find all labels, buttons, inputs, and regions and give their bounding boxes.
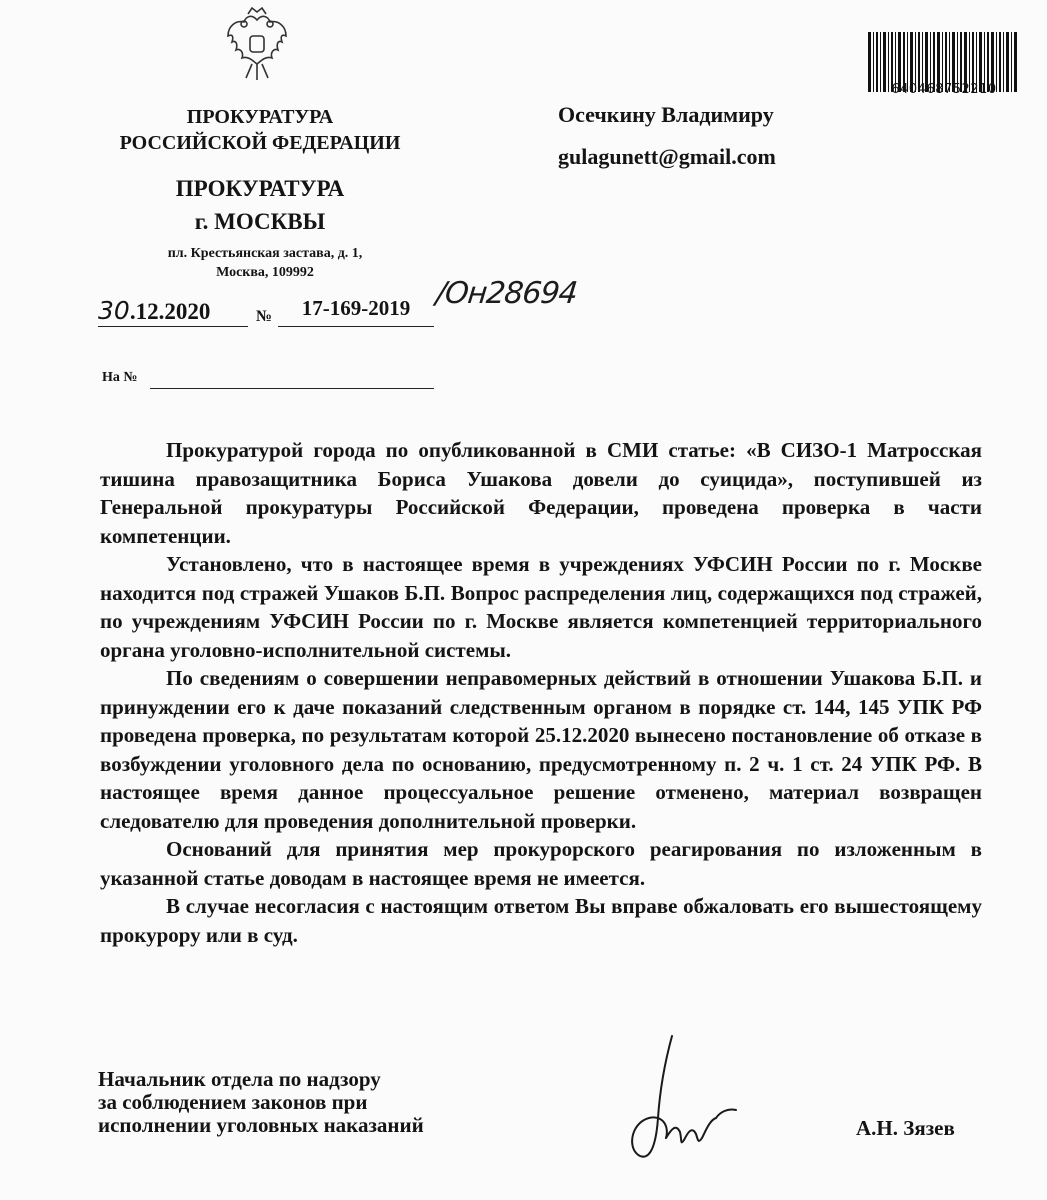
address-line-1: пл. Крестьянская застава, д. 1,: [167, 246, 363, 261]
address-line-2: Москва, 109992: [216, 265, 314, 280]
office-address: [120, 244, 410, 282]
signature-icon: [610, 1028, 750, 1168]
registration-number: 17-169-2019: [278, 296, 434, 327]
date-printed: .12.2020: [129, 299, 211, 324]
office-line-1: ПРОКУРАТУРА: [175, 176, 345, 201]
signer-title-line-2: за соблюдением законов при: [98, 1090, 368, 1114]
letter-body: [100, 436, 982, 949]
reference-label: На №: [102, 370, 138, 385]
office-name: [150, 172, 370, 238]
paragraph: Оснований для принятия мер прокурорского реагирования по изложенным в указанной статье доводам в настоящее время не имеется.: [100, 837, 982, 890]
number-label: №: [256, 308, 273, 325]
recipient-email: gulagunett@gmail.com: [558, 144, 776, 169]
registration-date: [98, 296, 248, 327]
signer-title-line-3: исполнении уголовных наказаний: [98, 1113, 424, 1137]
org-line-1: ПРОКУРАТУРА: [186, 106, 334, 128]
signer-title-line-1: Начальник отдела по надзору: [98, 1067, 381, 1091]
russian-emblem-icon: [222, 6, 292, 86]
paragraph: Прокуратурой города по опубликованной в СМИ статье: «В СИЗО-1 Матросская тишина правозащитника Бориса Ушакова довели до суицида», поступившей из Генеральной прокуратуры Российской Федерации, проведена проверка в части компетенции.: [100, 438, 982, 548]
paragraph: Установлено, что в настоящее время в учреждениях УФСИН России по г. Москве находится под стражей Ушаков Б.П. Вопрос распределения лиц, содержащихся под стражей, по учреждениям УФСИН России по г. Москве является компетенцией территориального органа уголовно-исполнительной системы.: [100, 552, 982, 662]
paragraph: По сведениям о совершении неправомерных действий в отношении Ушакова Б.П. и принуждении его к даче показаний следственным органом в порядке ст. 144, 145 УПК РФ проведена проверка, по результатам которой 25.12.2020 вынесено постановление об отказе в возбуждении уголовного дела по основанию, предусмотренному п. 2 ч. 1 ст. 24 УПК РФ. В настоящее время данное процессуальное решение отменено, материал возвращен следователю для проведения дополнительной проверки.: [100, 666, 982, 833]
handwritten-number: /Он28694: [434, 276, 579, 311]
paragraph: В случае несогласия с настоящим ответом Вы вправе обжаловать его вышестоящему прокурору или в суд.: [100, 894, 982, 947]
reference-line: [150, 370, 434, 389]
signer-name: А.Н. Зязев: [856, 1116, 955, 1140]
recipient-name: Осечкину Владимиру: [558, 102, 774, 127]
organization-name: [110, 104, 410, 156]
office-line-2: г. МОСКВЫ: [194, 209, 326, 234]
barcode-number: 640468752210: [891, 82, 997, 97]
signer-title: [98, 1068, 424, 1137]
org-line-2: РОССИЙСКОЙ ФЕДЕРАЦИИ: [119, 132, 401, 154]
date-handwritten: 30: [98, 296, 130, 325]
